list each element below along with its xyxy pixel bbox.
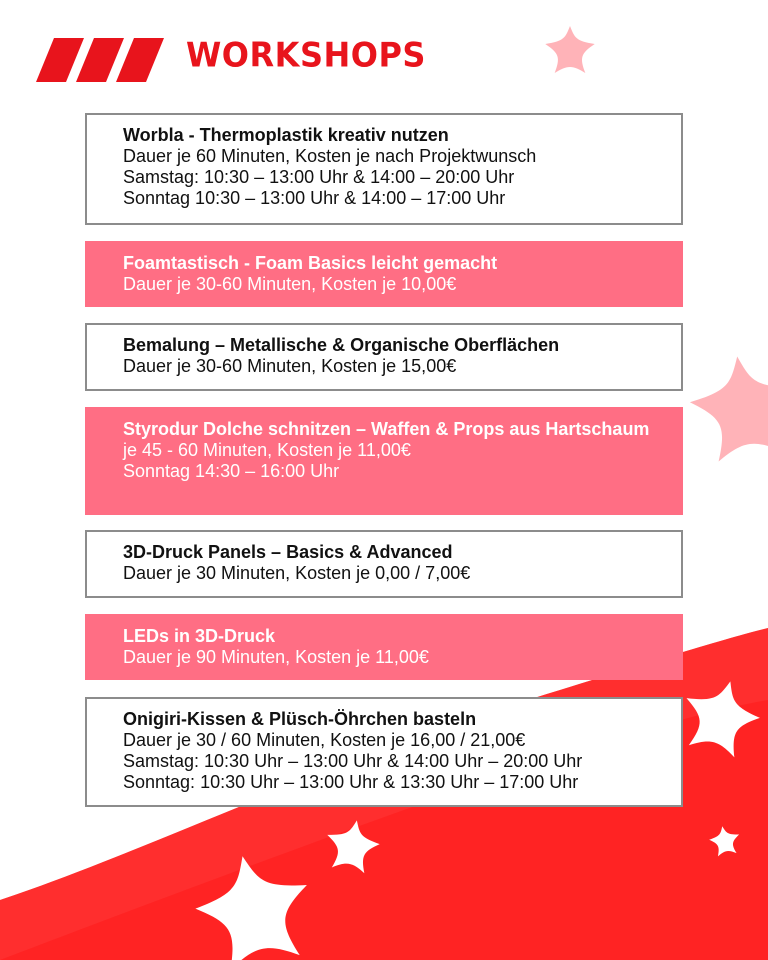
workshop-detail: je 45 - 60 Minuten, Kosten je 11,00€ (123, 440, 411, 460)
workshop-title: Bemalung – Metallische & Organische Oberflächen (123, 335, 560, 355)
workshop-detail: Samstag: 10:30 Uhr – 13:00 Uhr & 14:00 Uhr – 20:00 Uhr (123, 751, 583, 771)
workshop-card (85, 113, 683, 225)
workshop-detail: Dauer je 30-60 Minuten, Kosten je 10,00€ (123, 274, 457, 294)
workshop-title: Foamtastisch - Foam Basics leicht gemacht (123, 253, 498, 273)
workshop-card (85, 323, 683, 391)
workshop-title: Worbla - Thermoplastik kreativ nutzen (123, 125, 449, 145)
workshop-title: 3D-Druck Panels – Basics & Advanced (123, 542, 453, 562)
workshop-detail: Dauer je 30 Minuten, Kosten je 0,00 / 7,00€ (123, 563, 471, 583)
workshop-detail: Dauer je 90 Minuten, Kosten je 11,00€ (123, 647, 429, 667)
workshop-title: Styrodur Dolche schnitzen – Waffen & Props aus Hartschaum (123, 419, 650, 439)
workshop-detail: Dauer je 60 Minuten, Kosten je nach Projektwunsch (123, 146, 537, 166)
workshop-card (85, 241, 683, 307)
workshop-detail: Sonntag 10:30 – 13:00 Uhr & 14:00 – 17:00 Uhr (123, 188, 506, 208)
workshop-detail: Dauer je 30 / 60 Minuten, Kosten je 16,00 / 21,00€ (123, 730, 526, 750)
header-stripes-icon (36, 38, 166, 82)
workshop-title: LEDs in 3D-Druck (123, 626, 276, 646)
workshop-detail: Sonntag 14:30 – 16:00 Uhr (123, 461, 340, 481)
workshop-detail: Sonntag: 10:30 Uhr – 13:00 Uhr & 13:30 Uhr – 17:00 Uhr (123, 772, 579, 792)
workshop-title: Onigiri-Kissen & Plüsch-Öhrchen basteln (123, 709, 477, 729)
workshop-detail: Samstag: 10:30 – 13:00 Uhr & 14:00 – 20:00 Uhr (123, 167, 515, 187)
workshop-card (85, 697, 683, 807)
page-title: WORKSHOPS (186, 35, 426, 75)
workshop-detail: Dauer je 30-60 Minuten, Kosten je 15,00€ (123, 356, 457, 376)
star-icon (545, 26, 594, 73)
workshop-card (85, 530, 683, 598)
workshop-card (85, 614, 683, 680)
star-icon (685, 349, 768, 464)
workshop-card (85, 407, 683, 515)
